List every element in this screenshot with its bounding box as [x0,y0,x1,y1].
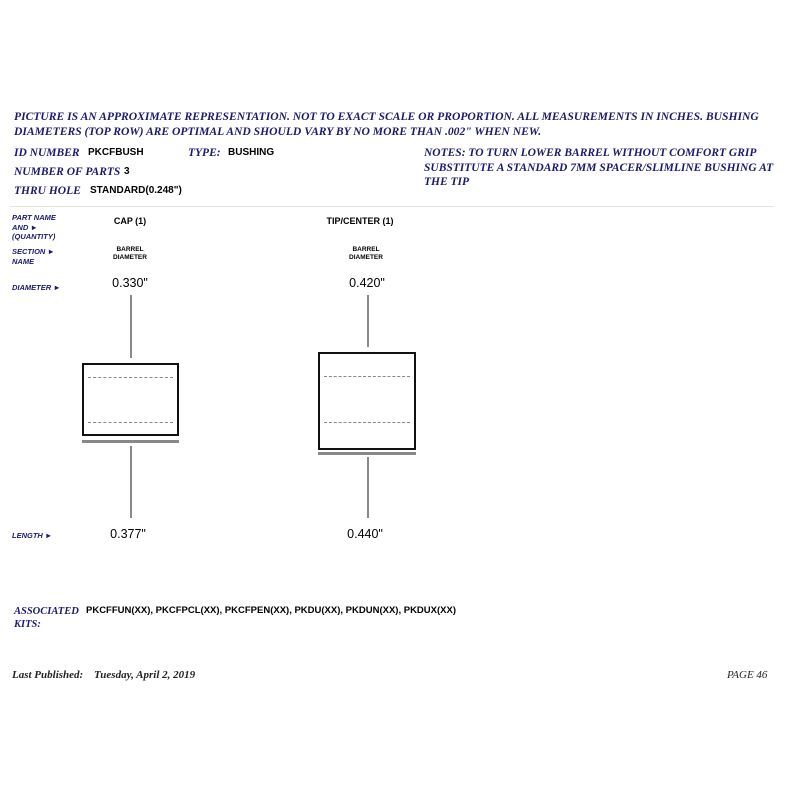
notes-label: NOTES: [424,147,466,159]
last-published-label: Last Published: [12,669,84,681]
last-published-date: Tuesday, April 2, 2019 [94,669,196,681]
row-label-section-name: SECTION ► NAME [12,247,55,266]
lower-dash-cap [88,422,173,423]
row-label-diameter: DIAMETER ► [12,283,61,292]
id-number-label: ID NUMBER [14,147,80,159]
id-number-value: PKCFBUSH [88,147,144,158]
row-label-part-name: PART NAME AND ► (QUANTITY) [12,213,56,241]
number-of-parts-value: 3 [124,166,130,177]
number-of-parts-label: NUMBER OF PARTS [14,166,121,178]
part-name-tip-center: TIP/CENTER (1) [326,216,394,226]
length-value-cap: 0.377" [110,527,146,541]
barrel-box-cap [82,363,179,436]
section-name-cap: BARREL DIAMETER [113,246,147,261]
section-name-tip-center: BARREL DIAMETER [349,246,383,261]
lower-stem-cap [130,446,132,518]
type-label: TYPE: [188,147,221,159]
page-number: PAGE 46 [727,669,768,681]
associated-kits-value: PKCFFUN(XX), PKCFPCL(XX), PKCFPEN(XX), PKDU(XX), PKDUN(XX), PKDUX(XX) [86,605,456,616]
lower-dash-tip-center [324,422,410,423]
base-line-cap [82,440,179,443]
associated-kits-label: ASSOCIATED KITS: [14,606,79,630]
upper-stem-cap [130,295,132,358]
thru-hole-value: STANDARD(0.248") [90,185,182,196]
barrel-box-tip-center [318,352,416,450]
thru-hole-label: THRU HOLE [14,185,81,197]
length-value-tip-center: 0.440" [347,527,383,541]
upper-dash-tip-center [324,376,410,377]
upper-stem-tip-center [367,295,369,347]
diameter-value-tip-center: 0.420" [349,276,385,290]
row-label-length: LENGTH ► [12,531,53,540]
diameter-value-cap: 0.330" [112,276,148,290]
type-value: BUSHING [228,147,275,158]
disclaimer-text: PICTURE IS AN APPROXIMATE REPRESENTATION. NOT TO EXACT SCALE OR PROPORTION. ALL MEASUREMENTS IN INCHES. BUSHING DIAMETERS (TOP ROW) ARE OPTIMAL AND SHOULD VARY BY NO MORE THAN .002" WHEN NEW. [14,110,759,138]
base-line-tip-center [318,452,416,455]
upper-dash-cap [88,377,173,378]
lower-stem-tip-center [367,457,369,518]
notes-value: TO TURN LOWER BARREL WITHOUT COMFORT GRIP SUBSTITUTE A STANDARD 7MM SPACER/SLIMLINE BUSHING AT THE TIP [424,147,774,188]
notes [424,146,774,190]
header-divider [10,206,774,207]
part-name-cap: CAP (1) [113,216,147,226]
